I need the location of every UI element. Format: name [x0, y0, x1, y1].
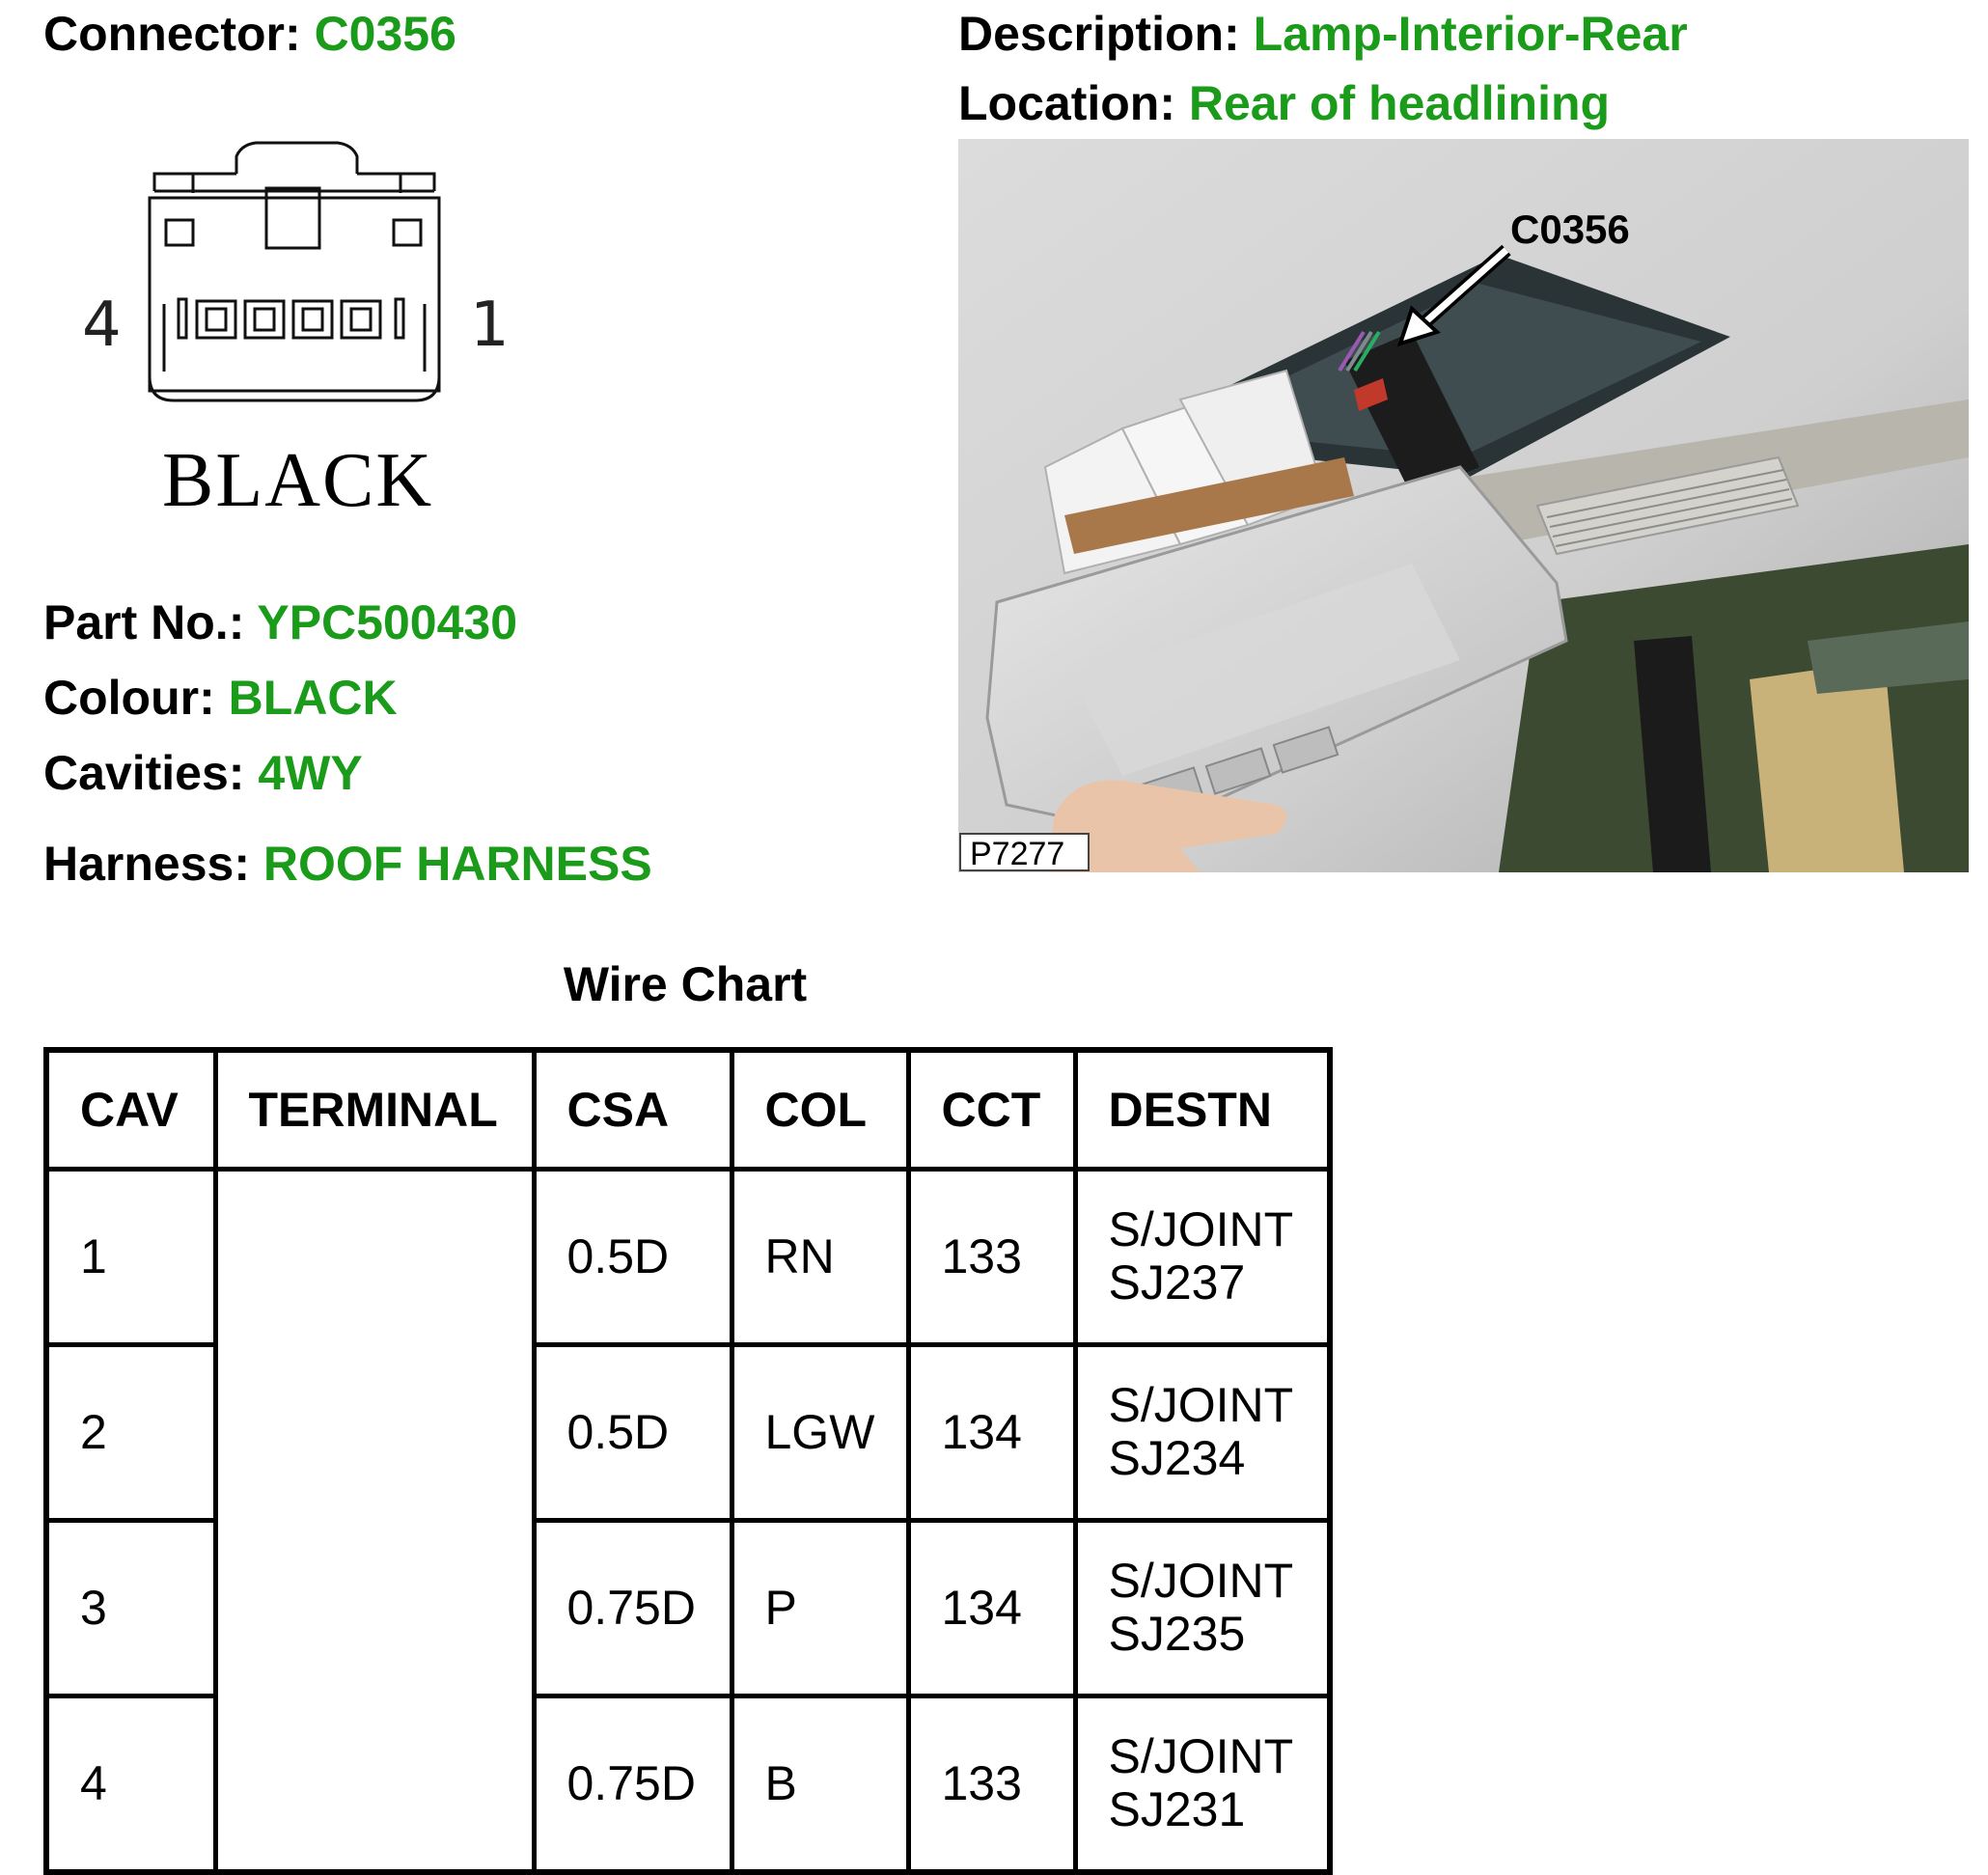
colour-field: [43, 671, 398, 725]
part-no-label: Part No.:: [43, 595, 245, 649]
cct-cell: 134: [908, 1520, 1075, 1696]
location-photo: [958, 139, 1969, 872]
destn-cell: [1075, 1696, 1330, 1872]
description-value: Lamp-Interior-Rear: [1253, 7, 1688, 61]
harness-value: ROOF HARNESS: [262, 837, 652, 891]
part-no-value: YPC500430: [257, 595, 518, 649]
wire-chart-title: Wire Chart: [563, 957, 808, 1011]
pin-number-left: 4: [82, 290, 122, 361]
connector-label: Connector:: [43, 7, 301, 61]
destn-cell: [1075, 1520, 1330, 1696]
destn-line-1: S/JOINT: [1108, 1202, 1294, 1257]
destn-cell: [1075, 1170, 1330, 1345]
colour-value: BLACK: [228, 671, 398, 725]
table-row: [46, 1170, 1330, 1345]
csa-cell: 0.75D: [534, 1696, 732, 1872]
cct-cell: 134: [908, 1344, 1075, 1520]
connector-outline-graphic: [77, 135, 492, 425]
harness-field: [43, 837, 652, 891]
photo-callout-label: C0356: [1510, 207, 1630, 252]
destn-line-2: SJ235: [1108, 1607, 1246, 1662]
wire-chart-header-row: [46, 1050, 1330, 1170]
column-header-terminal: TERMINAL: [215, 1050, 534, 1170]
pin-number-right: 1: [470, 290, 510, 361]
cct-cell: 133: [908, 1696, 1075, 1872]
destn-cell: [1075, 1344, 1330, 1520]
part-no-field: [43, 595, 518, 649]
csa-cell: 0.5D: [534, 1170, 732, 1345]
location-label: Location:: [958, 76, 1175, 130]
cct-cell: 133: [908, 1170, 1075, 1345]
cavities-label: Cavities:: [43, 746, 245, 800]
column-header-destn: DESTN: [1075, 1050, 1330, 1170]
harness-label: Harness:: [43, 837, 250, 891]
terminal-cell: [215, 1170, 534, 1873]
cav-cell: 1: [46, 1170, 215, 1345]
description-label: Description:: [958, 7, 1240, 61]
column-header-cav: CAV: [46, 1050, 215, 1170]
photo-reference-label: P7277: [970, 836, 1065, 872]
column-header-csa: CSA: [534, 1050, 732, 1170]
wire-chart-table: [43, 1047, 1333, 1875]
destn-line-1: S/JOINT: [1108, 1378, 1294, 1433]
colour-label: Colour:: [43, 671, 215, 725]
cav-cell: 4: [46, 1696, 215, 1872]
cav-cell: 3: [46, 1520, 215, 1696]
connector-field: [43, 7, 456, 61]
col-cell: P: [732, 1520, 908, 1696]
description-field: [958, 7, 1688, 61]
connector-face-drawing: [77, 135, 492, 425]
connector-value: C0356: [314, 7, 456, 61]
column-header-cct: CCT: [908, 1050, 1075, 1170]
column-header-col: COL: [732, 1050, 908, 1170]
destn-line-1: S/JOINT: [1108, 1554, 1294, 1609]
csa-cell: 0.5D: [534, 1344, 732, 1520]
connector-colour-caption: BLACK: [162, 438, 434, 523]
cavities-field: [43, 746, 363, 800]
destn-line-2: SJ231: [1108, 1782, 1246, 1837]
col-cell: RN: [732, 1170, 908, 1345]
col-cell: B: [732, 1696, 908, 1872]
location-photo-illustration: [958, 139, 1969, 872]
location-field: [958, 76, 1611, 130]
destn-line-2: SJ234: [1108, 1431, 1246, 1486]
cav-cell: 2: [46, 1344, 215, 1520]
csa-cell: 0.75D: [534, 1520, 732, 1696]
cavities-value: 4WY: [258, 746, 363, 800]
destn-line-1: S/JOINT: [1108, 1729, 1294, 1784]
col-cell: LGW: [732, 1344, 908, 1520]
destn-line-2: SJ237: [1108, 1255, 1246, 1310]
location-value: Rear of headlining: [1188, 76, 1611, 130]
